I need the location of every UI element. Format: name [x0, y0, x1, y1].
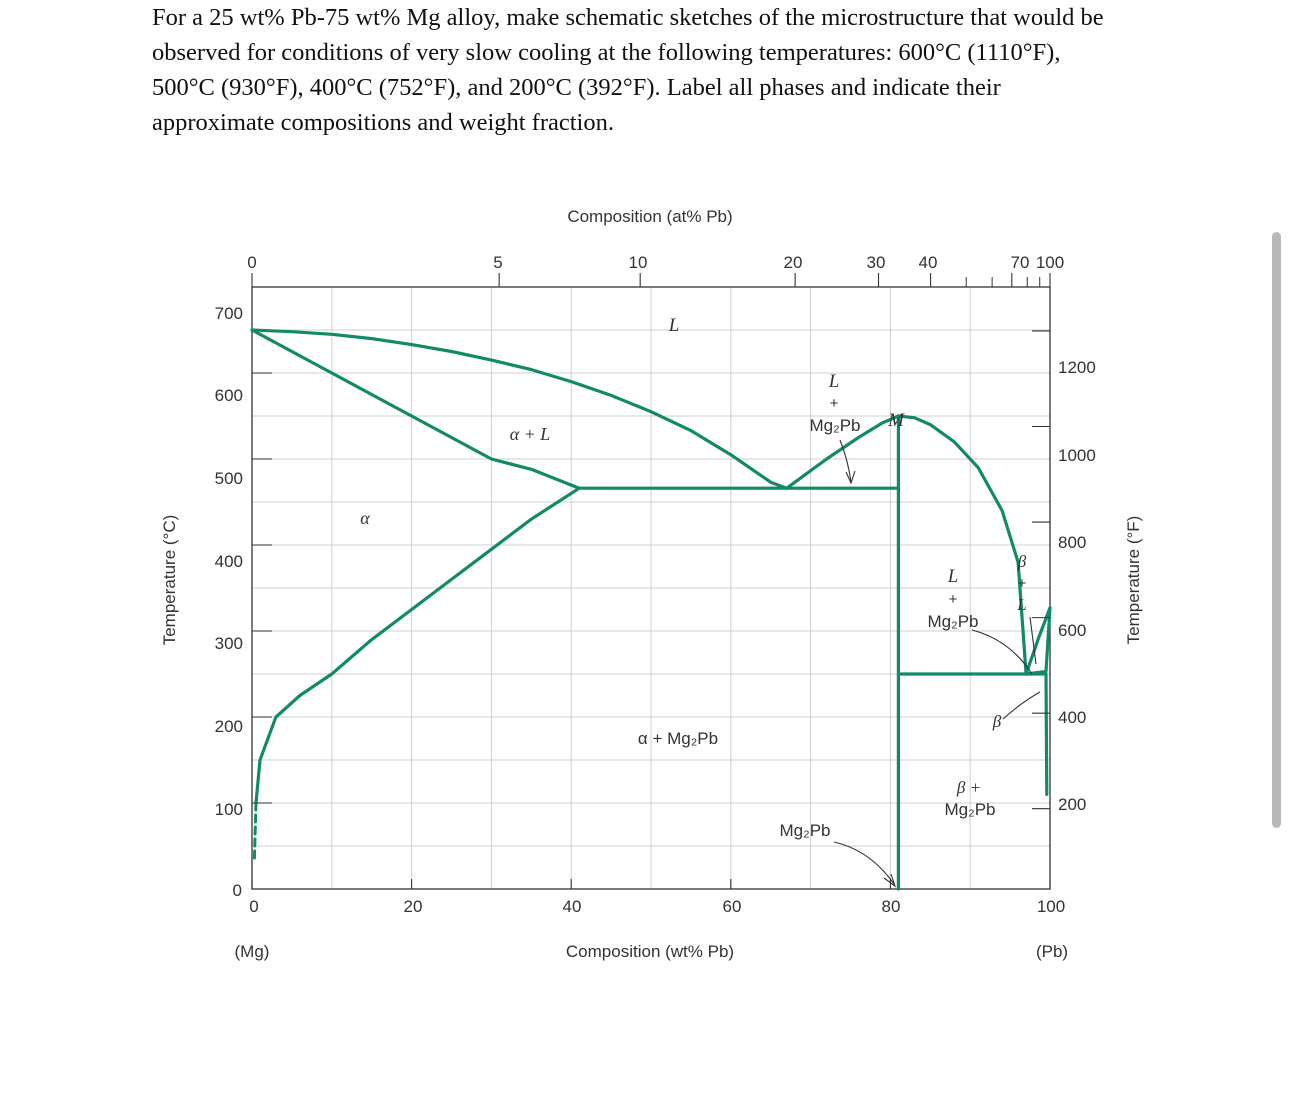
- congruent-point-label: M: [888, 410, 904, 431]
- bottom-axis-title: Composition (wt% Pb): [565, 942, 735, 961]
- x-tick-label: 80: [881, 897, 901, 916]
- beta-plus-l-label-plus: +: [1017, 575, 1027, 592]
- y2-tick-label: 400: [1058, 708, 1087, 727]
- top-tick-label: 10: [628, 253, 648, 272]
- boundary-solvus-alpha: [256, 488, 579, 803]
- mg-end-label: (Mg): [234, 942, 270, 961]
- top-tick-label: 30: [866, 253, 886, 272]
- y-tick-label: 0: [232, 881, 242, 900]
- alpha-plus-mg2pb-label: α + Mg₂Pb: [637, 729, 719, 748]
- question-line: For a 25 wt% Pb-75 wt% Mg alloy, make schematic sketches of the microstructure that would be: [152, 4, 1104, 31]
- l-mg2pb-label-plus: +: [829, 395, 839, 412]
- top-tick-label: 20: [783, 253, 803, 272]
- x-tick-label: 20: [403, 897, 423, 916]
- y2-tick-label: 200: [1058, 795, 1087, 814]
- liquid-label: L: [668, 315, 680, 336]
- mg2pb-leader-arrowhead: [884, 874, 895, 886]
- beta-plus-l-label-beta: β: [1017, 552, 1027, 571]
- y-tick-label: 300: [214, 634, 243, 653]
- beta-label: β: [992, 712, 1002, 731]
- beta-plus-l-label-l: L: [1017, 595, 1027, 614]
- x-tick-label: 100: [1036, 897, 1066, 916]
- right-l-mg2pb-label-plus: +: [948, 591, 958, 608]
- top-tick-label: 40: [918, 253, 938, 272]
- pb-end-label: (Pb): [1035, 942, 1069, 961]
- right-l-mg2pb-label-l: L: [947, 566, 959, 587]
- top-tick-label: 5: [493, 253, 503, 272]
- question-line: approximate compositions and weight fraction.: [152, 109, 614, 136]
- mg2pb-leader-arrow: [834, 842, 894, 884]
- right-axis-title: Temperature (°F): [1124, 515, 1143, 645]
- scrollbar[interactable]: [1272, 232, 1281, 828]
- boundary-solvus-beta: [1046, 674, 1047, 794]
- l-mg2pb-label-compound: Mg₂Pb: [809, 416, 861, 435]
- beta-plus-mg2pb-label-1: β +: [956, 778, 982, 797]
- grid-lines: [252, 287, 1050, 889]
- y2-tick-label: 600: [1058, 621, 1087, 640]
- mg2pb-compound-label: Mg₂Pb: [779, 821, 831, 840]
- boundary-solidus-alpha: [252, 330, 579, 488]
- top-tick-label: 70: [1010, 253, 1030, 272]
- left-axis-title: Temperature (°C): [160, 514, 179, 646]
- alpha-label: α: [360, 508, 370, 528]
- y2-tick-label: 800: [1058, 533, 1087, 552]
- y-tick-label: 700: [214, 304, 243, 323]
- y-tick-label: 500: [214, 469, 243, 488]
- right-l-mg2pb-label-compound: Mg₂Pb: [927, 612, 979, 631]
- x-tick-label: 0: [249, 897, 259, 916]
- boundary-solvus-alpha-dashed: [254, 803, 256, 859]
- top-tick-label: 0: [247, 253, 257, 272]
- beta-leader-arrow: [1003, 692, 1040, 719]
- y2-tick-label: 1000: [1058, 446, 1096, 465]
- y-tick-label: 200: [214, 717, 243, 736]
- alpha-plus-liquid-label: α + L: [509, 424, 551, 444]
- beta-plus-mg2pb-label-2: Mg₂Pb: [944, 800, 996, 819]
- l-mg2pb-label-l: L: [828, 371, 840, 392]
- x-tick-label: 40: [562, 897, 582, 916]
- y2-tick-label: 1200: [1058, 358, 1096, 377]
- y-tick-label: 400: [214, 552, 243, 571]
- question-line: 500°C (930°F), 400°C (752°F), and 200°C (392°F). Label all phases and indicate their: [152, 74, 1001, 101]
- top-axis-title: Composition (at% Pb): [567, 207, 733, 226]
- y-tick-label: 100: [214, 800, 243, 819]
- top-tick-label: 100: [1035, 253, 1065, 272]
- question-line: observed for conditions of very slow cooling at the following temperatures: 600°C (1110°F),: [152, 39, 1061, 66]
- y-tick-label: 600: [214, 386, 243, 405]
- x-tick-label: 60: [722, 897, 742, 916]
